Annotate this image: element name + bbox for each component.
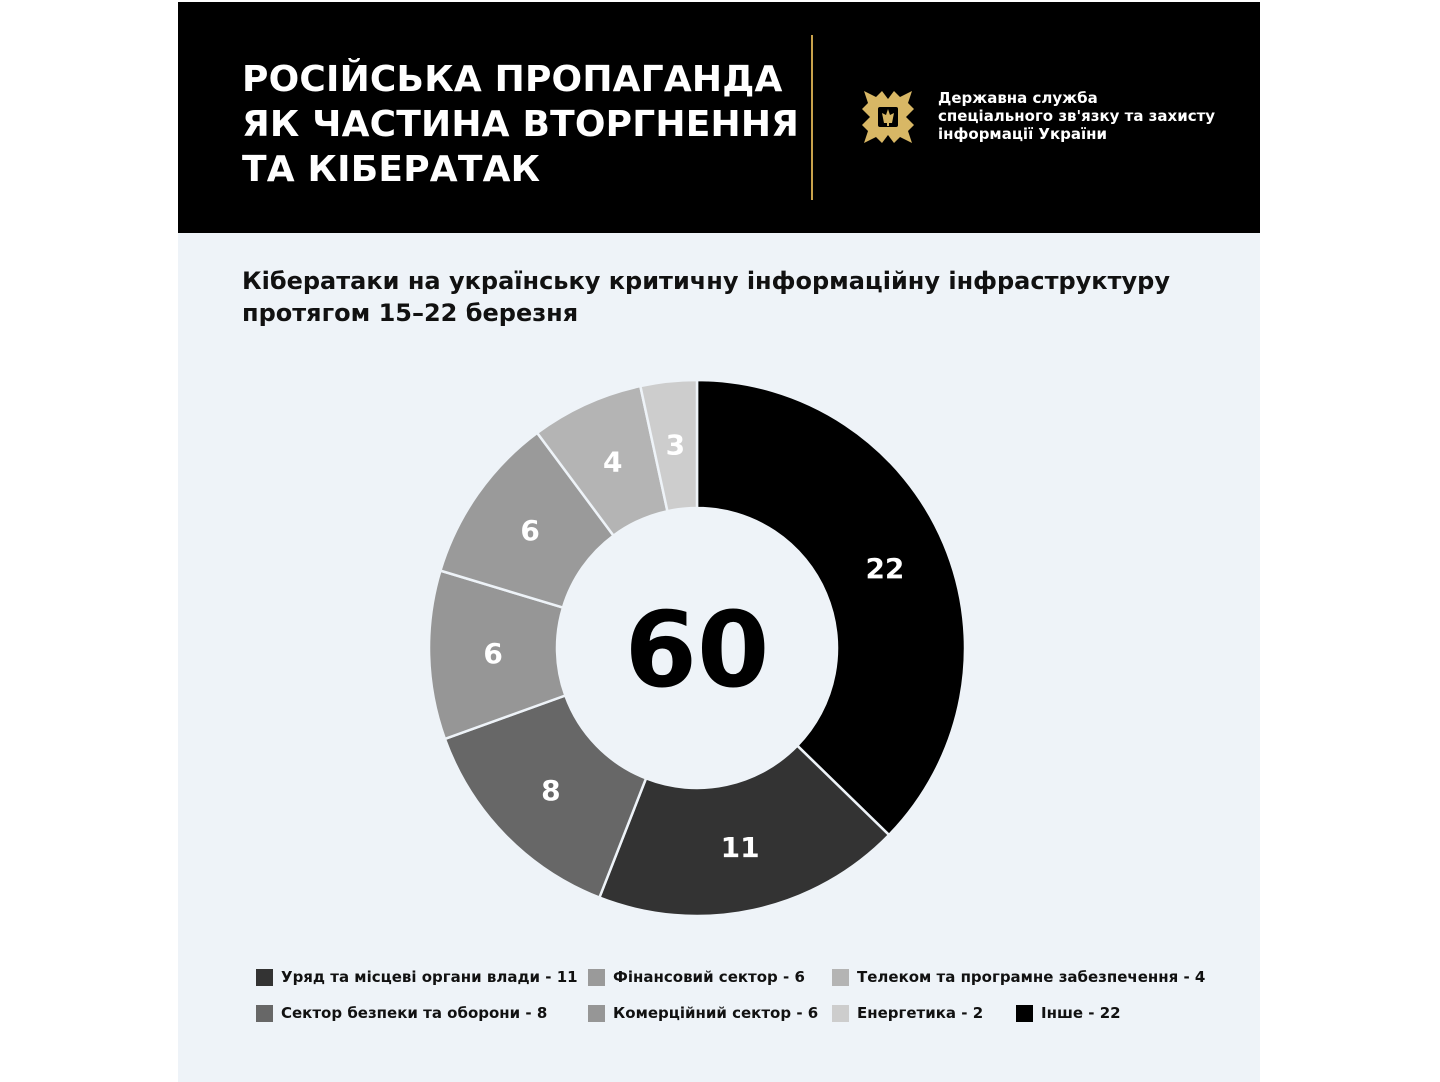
donut-slice-label: 11 [720,830,760,864]
legend-swatch [256,969,273,986]
legend-swatch [588,969,605,986]
legend-swatch [832,1005,849,1022]
agency-name-line: спеціального зв'язку та захисту [938,107,1216,125]
legend-item [832,968,1205,986]
headline-line: ТА КІБЕРАТАК [242,149,541,190]
legend-swatch [256,1005,273,1022]
infographic-page [178,2,1260,1082]
legend-item [588,1004,818,1022]
donut-slice-label: 3 [665,428,686,462]
donut-center-total: 60 [624,589,770,711]
legend-item [1016,1004,1121,1022]
legend-item [832,1004,983,1022]
donut-slice-label: 22 [865,552,905,586]
chart-legend [178,2,1260,1082]
legend-label: Енергетика - 2 [857,1004,984,1022]
agency-name-line: Державна служба [938,89,1098,107]
legend-swatch [588,1005,605,1022]
legend-label: Інше - 22 [1041,1004,1121,1022]
legend-item [256,1004,547,1022]
legend-label: Телеком та програмне забезпечення - 4 [857,968,1206,986]
legend-item [588,968,805,986]
legend-swatch [1016,1005,1033,1022]
agency-name-line: інформації України [938,125,1108,143]
legend-item [256,968,578,986]
legend-swatch [832,969,849,986]
legend-label: Фінансовий сектор - 6 [613,968,805,986]
chart-title-line: Кібератаки на українську критичну інформаційну інфраструктуру [242,267,1170,295]
chart-title-line: протягом 15–22 березня [242,299,579,327]
donut-slice-label: 6 [520,514,540,548]
legend-label: Сектор безпеки та оборони - 8 [281,1004,548,1022]
donut-slice-label: 6 [483,636,503,670]
donut-slice-label: 4 [602,445,623,479]
headline-line: ЯК ЧАСТИНА ВТОРГНЕННЯ [242,104,800,145]
legend-label: Уряд та місцеві органи влади - 11 [281,968,578,986]
donut-slice-label: 8 [541,773,561,807]
legend-label: Комерційний сектор - 6 [613,1004,819,1022]
headline-line: РОСІЙСЬКА ПРОПАГАНДА [242,59,783,100]
